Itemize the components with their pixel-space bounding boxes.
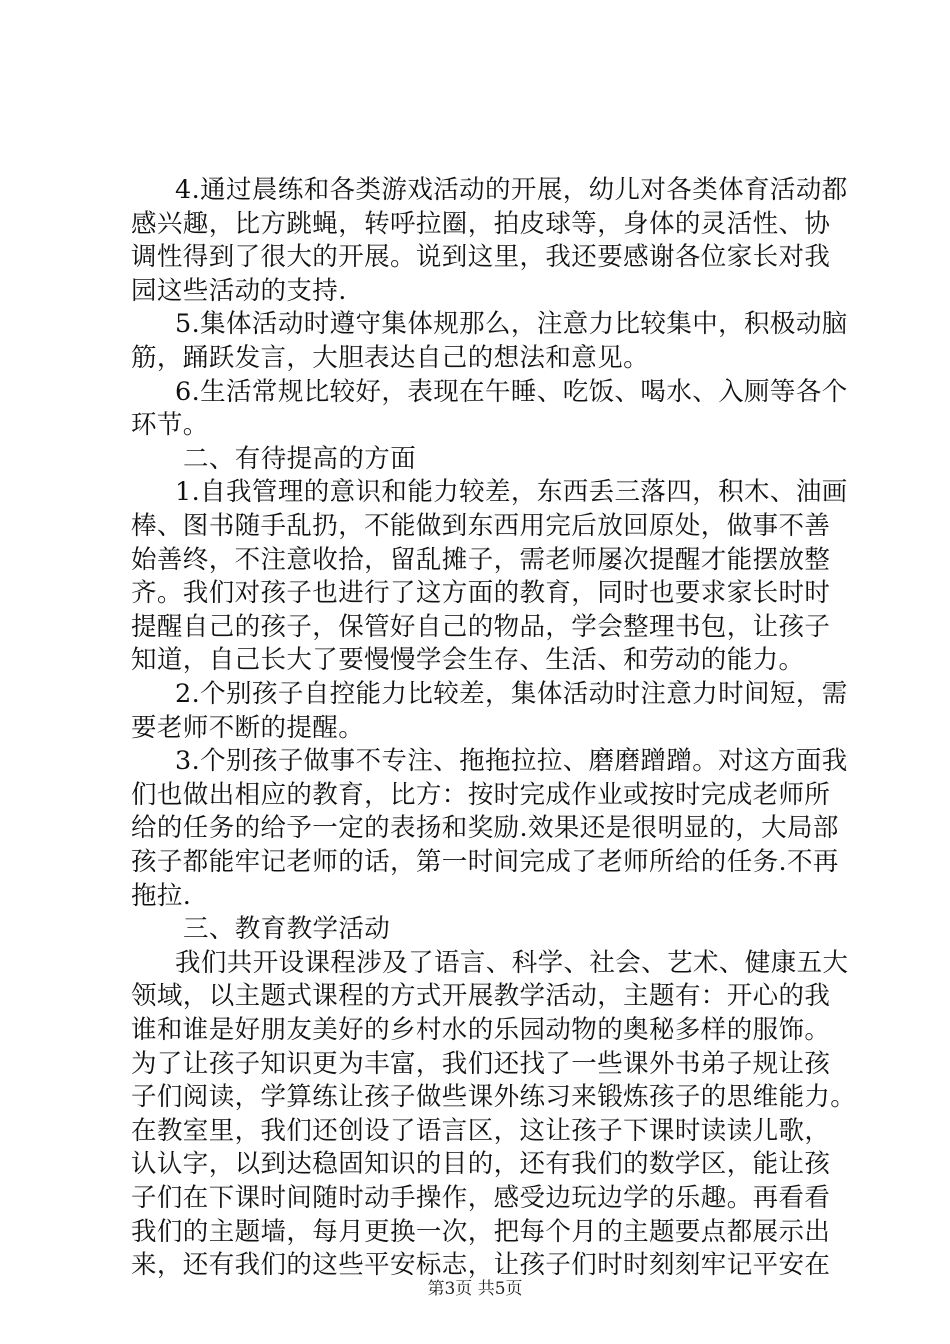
text-line: 始善终，不注意收拾，留乱摊子，需老师屡次提醒才能摆放整	[131, 544, 831, 575]
text-line: 环节。	[131, 410, 209, 441]
text-line: 调性得到了很大的开展。说到这里，我还要感谢各位家长对我	[131, 242, 831, 273]
text-line: 我们的主题墙，每月更换一次，把每个月的主题要点都展示出	[131, 1216, 831, 1247]
text-line: 子们在下课时间随时动手操作，感受边玩边学的乐趣。再看看	[131, 1183, 831, 1213]
section-heading: 二、有待提高的方面	[183, 443, 417, 474]
text-line: 1.自我管理的意识和能力较差，东西丢三落四，积木、油画	[175, 477, 848, 508]
text-line: 给的任务的给予一定的表扬和奖励.效果还是很明显的，大局部	[131, 813, 839, 844]
text-line: 园这些活动的支持.	[131, 275, 347, 306]
text-line: 5.集体活动时遵守集体规那么，注意力比较集中，积极动脑	[175, 309, 848, 340]
text-line: 子们阅读，学算练让孩子做些课外练习来锻炼孩子的思维能力。	[131, 1082, 857, 1113]
text-line: 拖拉.	[131, 880, 192, 911]
text-line: 6.生活常规比较好，表现在午睡、吃饭、喝水、入厕等各个	[175, 376, 848, 407]
text-line: 来，还有我们的这些平安标志，让孩子们时时刻刻牢记平安在	[131, 1250, 831, 1281]
text-line: 孩子都能牢记老师的话，第一时间完成了老师所给的任务.不再	[131, 847, 839, 877]
text-line: 感兴趣，比方跳蝇，转呼拉圈，拍皮球等，身体的灵活性、协	[131, 208, 831, 239]
text-line: 我们共开设课程涉及了语言、科学、社会、艺术、健康五大	[175, 947, 849, 978]
text-line: 2.个别孩子自控能力比较差，集体活动时注意力时间短，需	[175, 679, 848, 709]
text-line: 提醒自己的孩子，保管好自己的物品，学会整理书包，让孩子	[131, 611, 831, 642]
text-line: 为了让孩子知识更为丰富，我们还找了一些课外书弟子规让孩	[131, 1048, 831, 1079]
text-line: 要老师不断的提醒。	[131, 712, 365, 743]
text-line: 棒、图书随手乱扔，不能做到东西用完后放回原处，做事不善	[131, 511, 831, 541]
text-line: 3.个别孩子做事不专注、拖拖拉拉、磨磨蹭蹭。对这方面我	[175, 746, 848, 777]
section-heading: 三、教育教学活动	[183, 914, 391, 945]
text-line: 4.通过晨练和各类游戏活动的开展，幼儿对各类体育活动都	[175, 175, 848, 205]
text-line: 知道，自己长大了要慢慢学会生存、生活、和劳动的能力。	[131, 645, 805, 676]
text-line: 认认字，以到达稳固知识的目的，还有我们的数学区，能让孩	[131, 1149, 831, 1180]
text-line: 筋，踊跃发言，大胆表达自己的想法和意见。	[131, 343, 650, 373]
text-line: 谁和谁是好朋友美好的乡村水的乐园动物的奥秘多样的服饰。	[131, 1015, 831, 1045]
text-line: 们也做出相应的教育，比方：按时完成作业或按时完成老师所	[131, 779, 831, 810]
text-line: 齐。我们对孩子也进行了这方面的教育，同时也要求家长时时	[131, 578, 831, 609]
text-line: 领域，以主题式课程的方式开展教学活动，主题有：开心的我	[131, 981, 831, 1012]
text-line: 在教室里，我们还创设了语言区，这让孩子下课时读读儿歌，	[131, 1115, 831, 1146]
page-footer: 第3页 共5页	[427, 1279, 523, 1299]
